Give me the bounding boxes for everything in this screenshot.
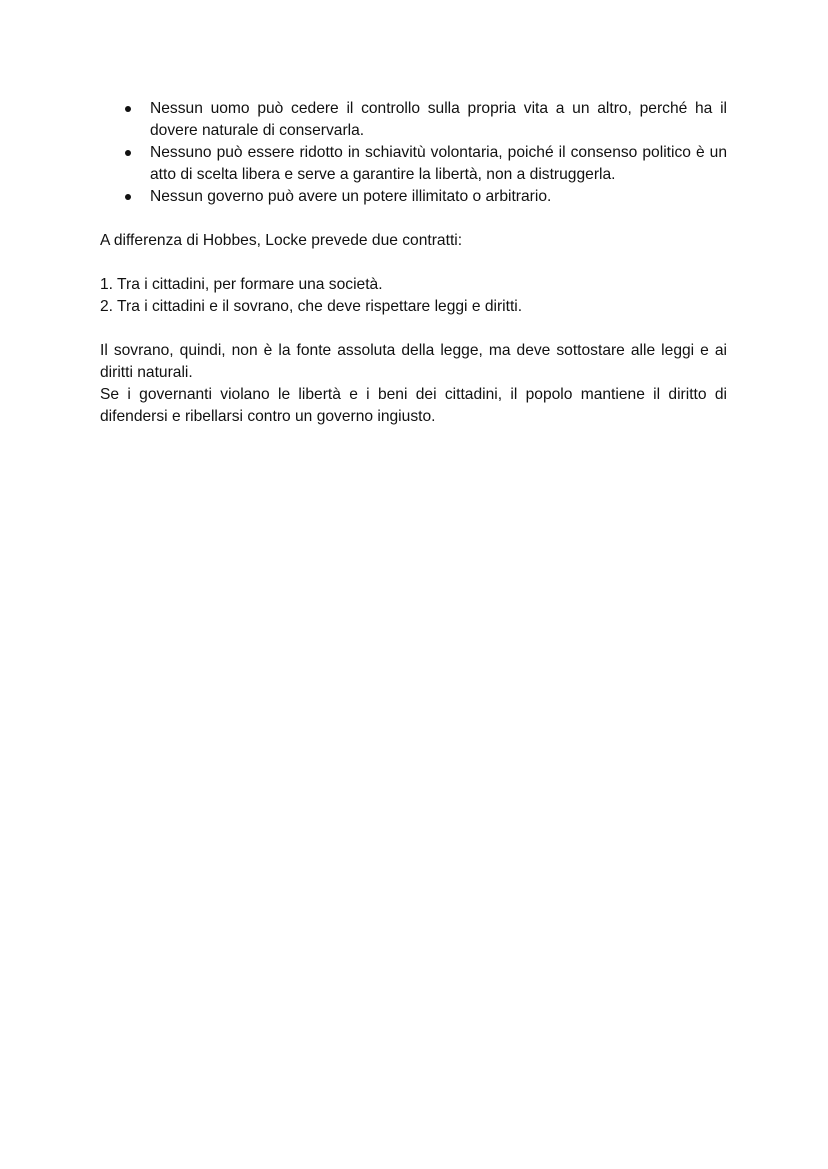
closing-paragraph: Se i governanti violano le libertà e i beni dei cittadini, il popolo mantiene il diritto di difendersi e ribellarsi contro un governo ingiusto.	[100, 386, 727, 425]
bullet-item	[150, 142, 727, 186]
numbered-item: 2. Tra i cittadini e il sovrano, che deve rispettare leggi e diritti.	[100, 298, 523, 315]
intro-paragraph: A differenza di Hobbes, Locke prevede due contratti:	[100, 232, 463, 249]
bullet-list	[100, 98, 727, 208]
spacer	[100, 208, 727, 230]
bullet-text: Nessun governo può avere un potere illimitato o arbitrario.	[150, 188, 552, 205]
bullet-text: Nessuno può essere ridotto in schiavitù volontaria, poiché il consenso politico è un atto di scelta libera e serve a garantire la libertà, non a distruggerla.	[150, 144, 727, 183]
bullet-dot-icon	[125, 194, 131, 200]
closing-paragraph: Il sovrano, quindi, non è la fonte assoluta della legge, ma deve sottostare alle leggi e ai diritti naturali.	[100, 342, 727, 381]
spacer	[100, 252, 727, 274]
bullet-item	[150, 186, 727, 208]
bullet-item	[150, 98, 727, 142]
numbered-item: 1. Tra i cittadini, per formare una società.	[100, 276, 383, 293]
bullet-text: Nessun uomo può cedere il controllo sulla propria vita a un altro, perché ha il dovere naturale di conservarla.	[150, 100, 727, 139]
bullet-dot-icon	[125, 150, 131, 156]
document-body	[100, 98, 727, 428]
spacer	[100, 318, 727, 340]
bullet-dot-icon	[125, 106, 131, 112]
